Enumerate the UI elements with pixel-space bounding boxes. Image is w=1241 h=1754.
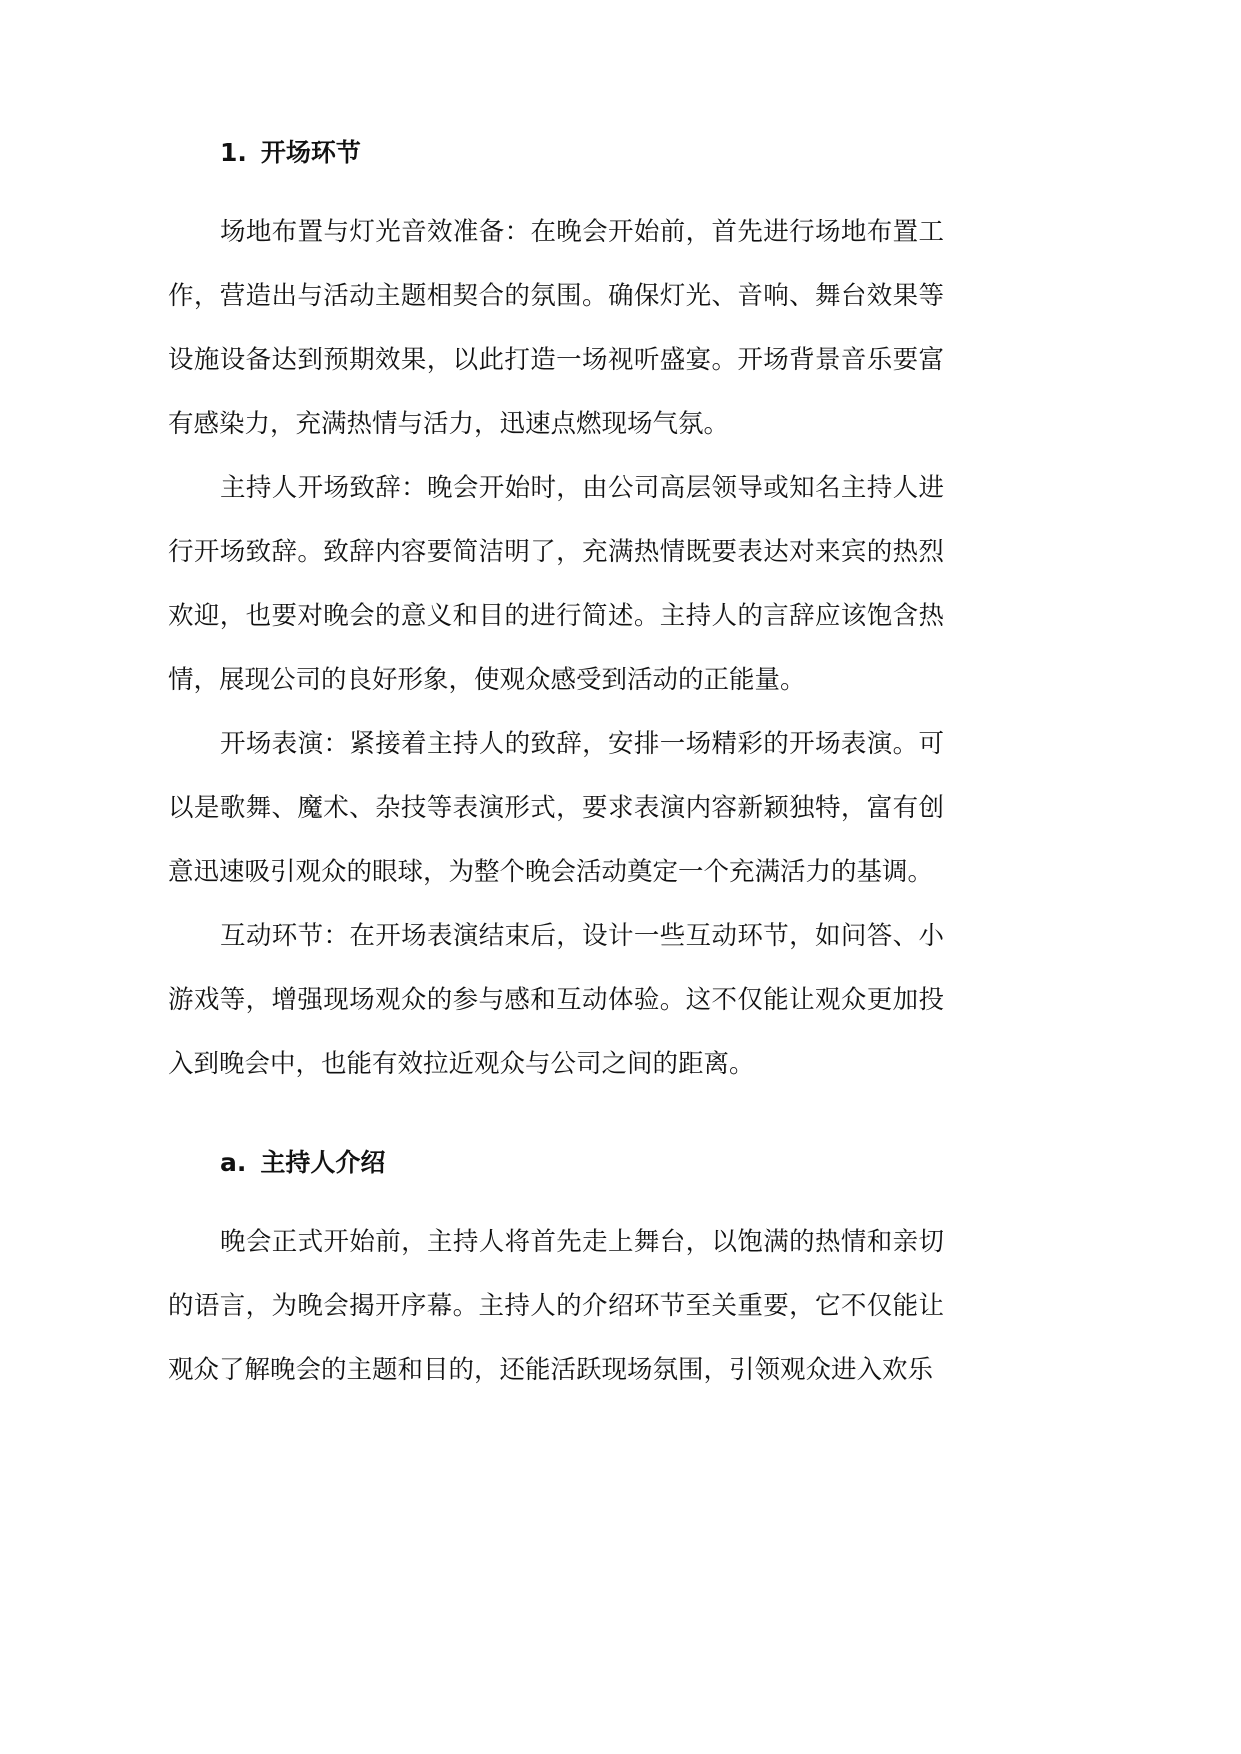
paragraph-opening-performance: 开场表演：紧接着主持人的致辞，安排一场精彩的开场表演。可以是歌舞、魔术、杂技等表演形式，要求表演内容新颖独特，富有创意迅速吸引观众的眼球，为整个晚会活动奠定一个充满活力的基调。: [168, 729, 944, 887]
section-number: 1.: [220, 138, 247, 167]
section-title: 主持人介绍: [260, 1148, 386, 1177]
paragraph-interaction: 互动环节：在开场表演结束后，设计一些互动环节，如问答、小游戏等，增强现场观众的参与感和互动体验。这不仅能让观众更加投入到晚会中，也能有效拉近观众与公司之间的距离。: [168, 921, 944, 1079]
section-heading-host-intro: [168, 1138, 944, 1188]
document-content: [168, 128, 944, 1402]
paragraph-host-intro: 晚会正式开始前，主持人将首先走上舞台，以饱满的热情和亲切的语言，为晚会揭开序幕。主持人的介绍环节至关重要，它不仅能让观众了解晚会的主题和目的，还能活跃现场氛围，引领观众进入欢乐: [168, 1227, 944, 1385]
spacer: [168, 178, 944, 200]
section-title: 开场环节: [260, 138, 361, 167]
section-heading-opening: [168, 128, 944, 178]
section-number: a.: [220, 1148, 247, 1177]
spacer: [168, 1188, 944, 1210]
paragraph-host-opening-speech: 主持人开场致辞：晚会开始时，由公司高层领导或知名主持人进行开场致辞。致辞内容要简洁明了，充满热情既要表达对来宾的热烈欢迎，也要对晚会的意义和目的进行简述。主持人的言辞应该饱含热情，展现公司的良好形象，使观众感受到活动的正能量。: [168, 473, 944, 695]
spacer: [168, 1096, 944, 1138]
paragraph-venue-setup: 场地布置与灯光音效准备：在晚会开始前，首先进行场地布置工作，营造出与活动主题相契合的氛围。确保灯光、音响、舞台效果等设施设备达到预期效果，以此打造一场视听盛宴。开场背景音乐要富有感染力，充满热情与活力，迅速点燃现场气氛。: [168, 217, 944, 439]
